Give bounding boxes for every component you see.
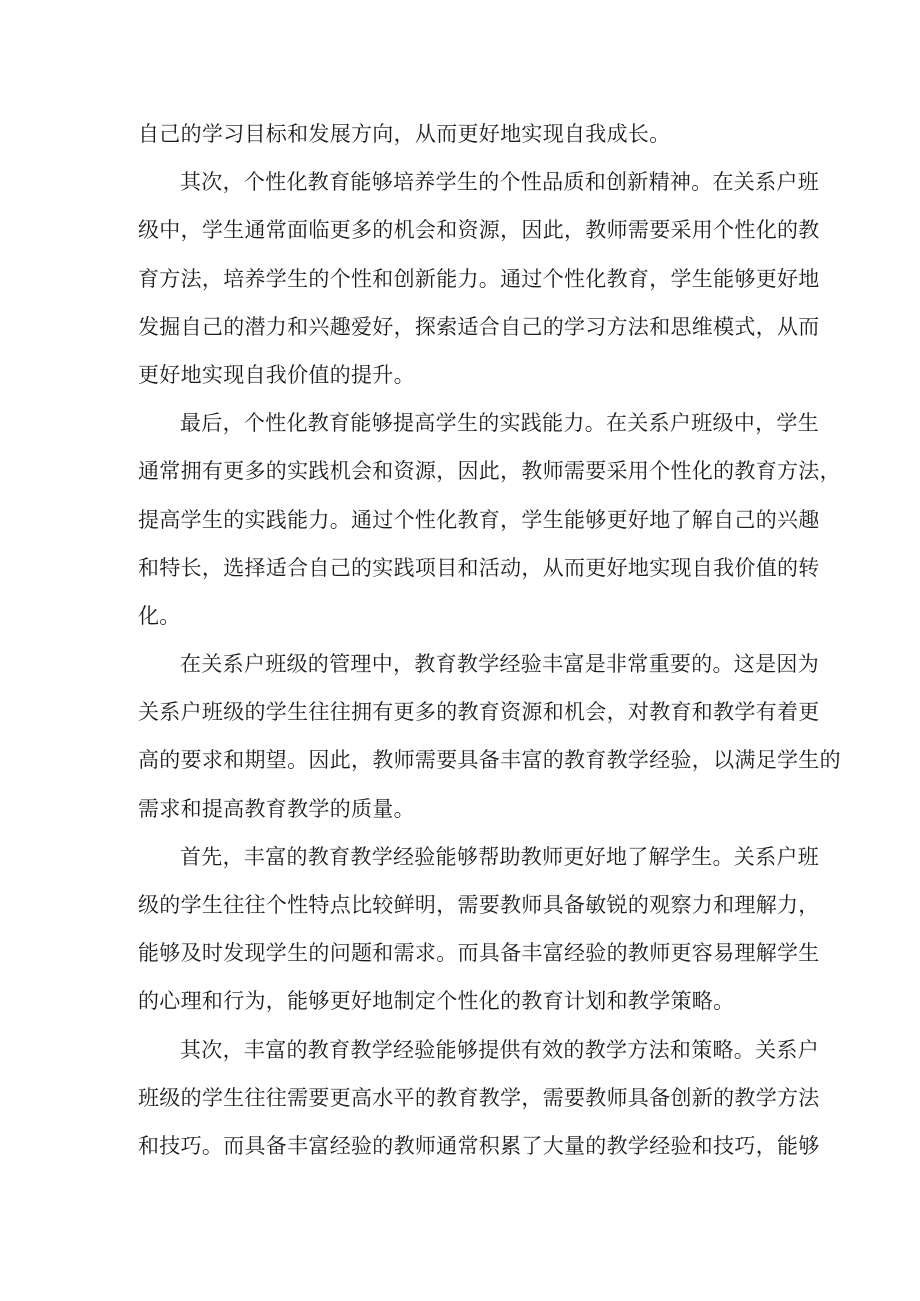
text-line: 高的要求和期望。因此，教师需要具备丰富的教育教学经验，以满足学生的 xyxy=(138,748,841,773)
text-line: 自己的学习目标和发展方向，从而更好地实现自我成长。 xyxy=(138,122,671,146)
paragraph-start-line: 最后，个性化教育能够提高学生的实践能力。在关系户班级中，学生 xyxy=(180,411,819,436)
text-line: 育方法，培养学生的个性和创新能力。通过个性化教育，学生能够更好地 xyxy=(138,266,820,291)
paragraph-start-line: 其次，丰富的教育教学经验能够提供有效的教学方法和策略。关系户 xyxy=(180,1037,819,1062)
text-line: 能够及时发现学生的问题和需求。而具备丰富经验的教师更容易理解学生 xyxy=(138,941,820,966)
text-line: 通常拥有更多的实践机会和资源，因此，教师需要采用个性化的教育方法， xyxy=(138,459,841,484)
text-line: 需求和提高教育教学的质量。 xyxy=(138,796,415,821)
paragraph-start-line: 其次，个性化教育能够培养学生的个性品质和创新精神。在关系户班 xyxy=(180,170,819,195)
text-line: 关系户班级的学生往往拥有更多的教育资源和机会，对教育和教学有着更 xyxy=(138,700,820,725)
text-line: 班级的学生往往需要更高水平的教育教学，需要教师具备创新的教学方法 xyxy=(138,1085,820,1110)
paragraph-start-line: 在关系户班级的管理中，教育教学经验丰富是非常重要的。这是因为 xyxy=(180,652,819,677)
text-line: 级中，学生通常面临更多的机会和资源，因此，教师需要采用个性化的教 xyxy=(138,218,820,243)
body-text xyxy=(138,110,841,1170)
text-line: 发掘自己的潜力和兴趣爱好，探索适合自己的学习方法和思维模式，从而 xyxy=(138,314,820,339)
paragraph-start-line: 首先，丰富的教育教学经验能够帮助教师更好地了解学生。关系户班 xyxy=(180,844,819,869)
text-line: 的心理和行为，能够更好地制定个性化的教育计划和教学策略。 xyxy=(138,989,735,1014)
text-line: 和特长，选择适合自己的实践项目和活动，从而更好地实现自我价值的转 xyxy=(138,555,820,580)
text-line: 级的学生往往个性特点比较鲜明，需要教师具备敏锐的观察力和理解力， xyxy=(138,893,820,917)
text-line: 提高学生的实践能力。通过个性化教育，学生能够更好地了解自己的兴趣 xyxy=(138,507,820,532)
text-line: 和技巧。而具备丰富经验的教师通常积累了大量的教学经验和技巧，能够 xyxy=(138,1133,820,1158)
text-line: 化。 xyxy=(138,603,181,628)
text-line: 更好地实现自我价值的提升。 xyxy=(138,362,415,387)
